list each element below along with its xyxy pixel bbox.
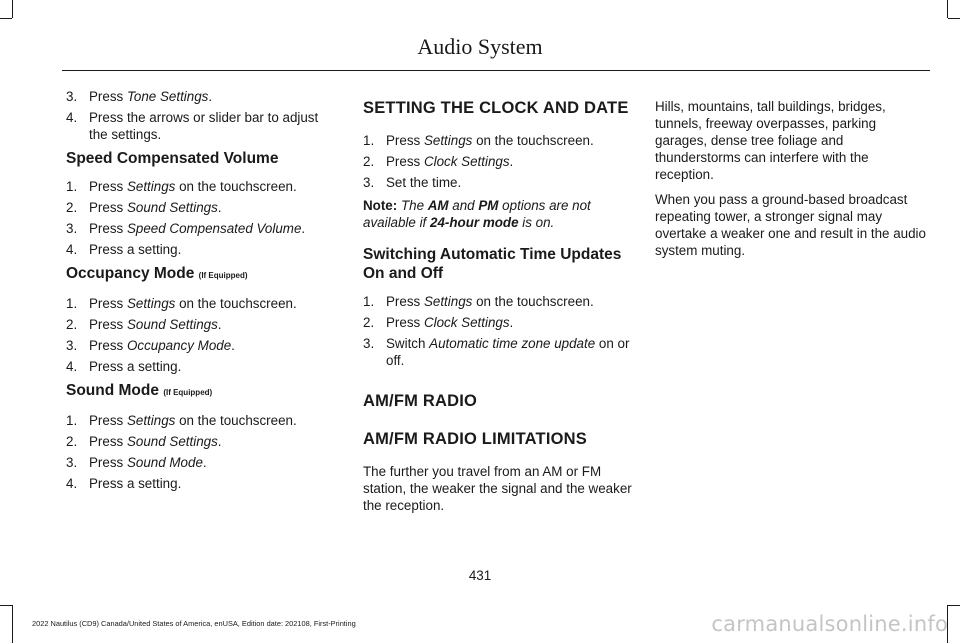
- column-middle: [363, 98, 635, 522]
- intro-steps: [66, 88, 332, 143]
- list-item: 4. Press the arrows or slider bar to adjust the settings.: [66, 110, 319, 142]
- heading-occupancy-mode: Occupancy Mode (If Equipped): [66, 265, 248, 282]
- list-item: 1. Press Settings on the touchscreen.: [66, 296, 297, 311]
- list-item: 3. Switch Automatic time zone update on or off.: [363, 336, 630, 368]
- list-item: 2. Press Sound Settings.: [66, 200, 222, 215]
- list-item: 3. Press Tone Settings.: [66, 89, 213, 104]
- paragraph-limitations: The further you travel from an AM or FM station, the weaker the signal and the weaker the reception.: [363, 464, 632, 513]
- list-item: 2. Press Sound Settings.: [66, 434, 222, 449]
- page-title: Audio System: [417, 34, 543, 59]
- paragraph-interference: Hills, mountains, tall buildings, bridges, tunnels, freeway overpasses, parking garages, dense tree foliage and thunderstorms can interfere with the reception.: [655, 99, 886, 182]
- auto-time-steps: [363, 293, 635, 369]
- heading-am-fm-radio: AM/FM RADIO: [363, 392, 478, 410]
- list-item: 1. Press Settings on the touchscreen.: [66, 179, 297, 194]
- crop-mark-top-right-h: [948, 18, 960, 19]
- list-item: 3. Press Sound Mode.: [66, 455, 207, 470]
- watermark: carmanualsonline.info: [711, 612, 948, 636]
- crop-mark-top-right-v: [947, 0, 948, 18]
- page-number: 431: [468, 568, 492, 583]
- list-item: 3. Press Occupancy Mode.: [66, 338, 235, 353]
- clock-steps: [363, 132, 635, 191]
- list-item: 2. Press Clock Settings.: [363, 154, 514, 169]
- header-rule: [62, 70, 930, 71]
- list-item: 3. Set the time.: [363, 175, 462, 190]
- list-item: 4. Press a setting.: [66, 359, 182, 374]
- column-left: [66, 88, 332, 498]
- sound-steps: [66, 412, 332, 492]
- crop-mark-bottom-left-v: [12, 605, 13, 643]
- crop-mark-bottom-left-h: [0, 605, 12, 606]
- list-item: 4. Press a setting.: [66, 242, 182, 257]
- column-right: [655, 98, 927, 267]
- occupancy-steps: [66, 295, 332, 375]
- heading-automatic-time-updates: Switching Automatic Time Updates On and Off: [363, 246, 622, 282]
- list-item: 4. Press a setting.: [66, 476, 182, 491]
- crop-mark-top-left-h: [0, 18, 12, 19]
- edition-footer: 2022 Nautilus (CD9) Canada/United States of America, enUSA, Edition date: 202108, First-Printing: [32, 619, 356, 628]
- heading-am-fm-radio-limitations: AM/FM RADIO LIMITATIONS: [363, 430, 587, 448]
- note-am-pm: Note: The AM and PM options are not available if 24-hour mode is on.: [363, 198, 591, 230]
- heading-speed-compensated-volume: Speed Compensated Volume: [66, 150, 279, 167]
- crop-mark-top-left-v: [12, 0, 13, 18]
- crop-mark-bottom-right-h: [948, 605, 960, 606]
- speed-steps: [66, 178, 332, 258]
- list-item: 2. Press Sound Settings.: [66, 317, 222, 332]
- list-item: 3. Press Speed Compensated Volume.: [66, 221, 306, 236]
- list-item: 1. Press Settings on the touchscreen.: [363, 133, 594, 148]
- list-item: 1. Press Settings on the touchscreen.: [363, 294, 594, 309]
- paragraph-broadcast-tower: When you pass a ground-based broadcast repeating tower, a stronger signal may overtake a weaker one and result in the audio system muting.: [655, 192, 926, 258]
- list-item: 1. Press Settings on the touchscreen.: [66, 413, 297, 428]
- list-item: 2. Press Clock Settings.: [363, 315, 514, 330]
- heading-setting-clock-date: SETTING THE CLOCK AND DATE: [363, 99, 629, 117]
- heading-sound-mode: Sound Mode (If Equipped): [66, 382, 213, 399]
